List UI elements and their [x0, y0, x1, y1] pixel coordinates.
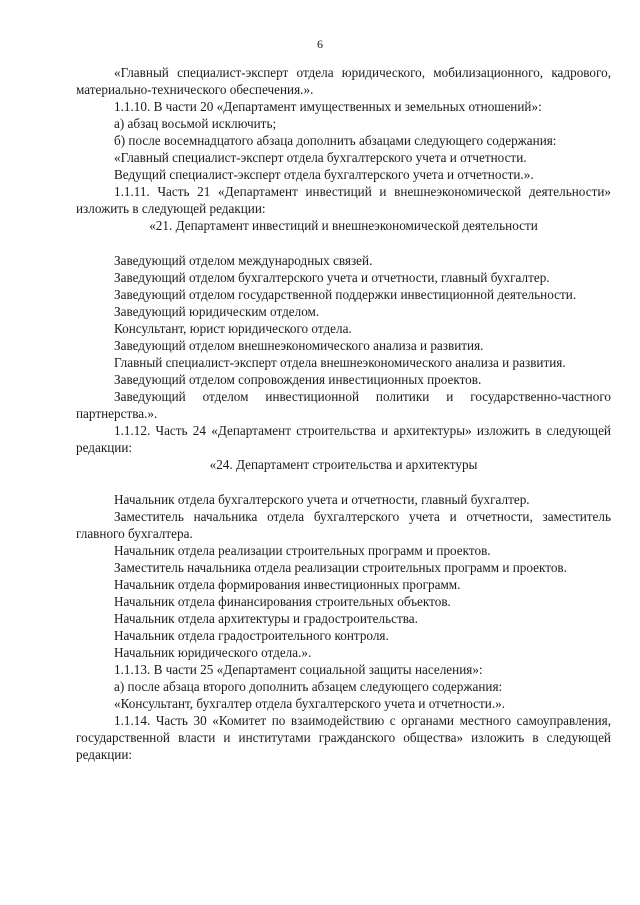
paragraph: 1.1.11. Часть 21 «Департамент инвестиций и внешнеэкономической деятельности» изложить в следующей редакции:	[76, 184, 611, 216]
paragraph: Начальник юридического отдела.».	[114, 645, 312, 660]
blank-line	[76, 234, 611, 252]
paragraph: Заведующий отделом сопровождения инвестиционных проектов.	[114, 372, 482, 387]
paragraph: Ведущий специалист-эксперт отдела бухгалтерского учета и отчетности.».	[114, 167, 534, 182]
paragraph: 1.1.10. В части 20 «Департамент имущественных и земельных отношений»:	[114, 99, 542, 114]
paragraph: Консультант, юрист юридического отдела.	[114, 321, 352, 336]
paragraph: 1.1.14. Часть 30 «Комитет по взаимодействию с органами местного самоуправления, государственной власти и институтами гражданского общества» изложить в следующей редакции:	[76, 713, 611, 762]
paragraph: Заведующий отделом внешнеэкономического анализа и развития.	[114, 338, 484, 353]
paragraph: «Главный специалист-эксперт отдела юридического, мобилизационного, кадрового, материально-технического обеспечения.».	[76, 65, 611, 97]
page-number: 6	[317, 37, 323, 51]
paragraph: Заместитель начальника отдела реализации строительных программ и проектов.	[114, 560, 567, 575]
paragraph: Заведующий отделом инвестиционной политики и государственно-частного партнерства.».	[76, 389, 611, 421]
paragraph: Начальник отдела реализации строительных программ и проектов.	[114, 543, 491, 558]
paragraph: 1.1.12. Часть 24 «Департамент строительства и архитектуры» изложить в следующей редакции:	[76, 423, 611, 455]
paragraph: Заместитель начальника отдела бухгалтерского учета и отчетности, заместитель главного бухгалтера.	[76, 509, 611, 541]
paragraph: Заведующий отделом государственной поддержки инвестиционной деятельности.	[114, 287, 577, 302]
paragraph: а) абзац восьмой исключить;	[114, 116, 277, 131]
paragraph: 1.1.13. В части 25 «Департамент социальной защиты населения»:	[114, 662, 483, 677]
paragraph: Начальник отдела финансирования строительных объектов.	[114, 594, 451, 609]
paragraph: Начальник отдела градостроительного контроля.	[114, 628, 389, 643]
paragraph: Начальник отдела формирования инвестиционных программ.	[114, 577, 461, 592]
paragraph: а) после абзаца второго дополнить абзацем следующего содержания:	[114, 679, 503, 694]
paragraph: «Консультант, бухгалтер отдела бухгалтерского учета и отчетности.».	[114, 696, 506, 711]
paragraph: б) после восемнадцатого абзаца дополнить абзацами следующего содержания:	[114, 133, 557, 148]
paragraph: Заведующий отделом бухгалтерского учета и отчетности, главный бухгалтер.	[114, 270, 550, 285]
paragraph: Заведующий отделом международных связей.	[114, 253, 373, 268]
paragraph: Начальник отдела бухгалтерского учета и отчетности, главный бухгалтер.	[114, 492, 530, 507]
document-body	[76, 64, 611, 763]
paragraph: «Главный специалист-эксперт отдела бухгалтерского учета и отчетности.	[114, 150, 527, 165]
paragraph: Главный специалист-эксперт отдела внешнеэкономического анализа и развития.	[114, 355, 566, 370]
section-heading: «21. Департамент инвестиций и внешнеэкономической деятельности	[149, 218, 538, 233]
paragraph: Начальник отдела архитектуры и градостроительства.	[114, 611, 418, 626]
section-heading: «24. Департамент строительства и архитектуры	[209, 457, 478, 472]
paragraph: Заведующий юридическим отделом.	[114, 304, 320, 319]
blank-line	[76, 473, 611, 491]
